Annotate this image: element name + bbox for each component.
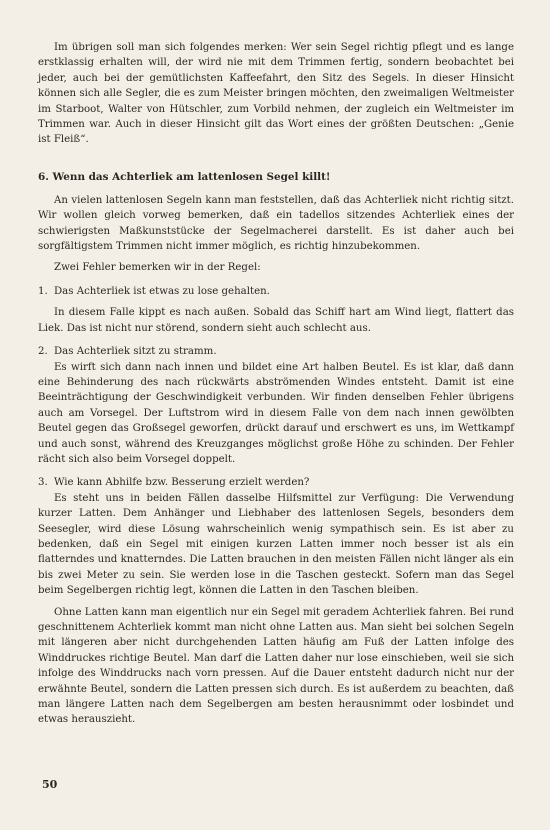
paragraph-4: Es wirft sich dann nach innen und bildet eine Art halben Beutel. Es ist klar, daß dann eine Behinderung des nach rückwärts abströmenden Windes entsteht. Damit ist eine Beeinträchtigung der Geschwindigkeit verbunden. Wir finden denselben Fehler übrigens auch am Vorsegel. Der Luftstrom wird in diesem Falle von dem nach innen gewölbten Beutel gegen das Großsegel geworfen, drückt darauf und erschwert es uns, im Wettkampf und auch sonst, während des Kreuzganges möglichst große Höhe zu schinden. Der Fehler rächt sich also beim Vorsegel doppelt. xyxy=(38,361,514,465)
list-item-3-text: Wie kann Abhilfe bzw. Besserung erzielt werden? xyxy=(54,477,310,489)
list-item-1-text: Das Achterliek ist etwas zu lose gehalten. xyxy=(54,285,270,297)
paragraph-2: Zwei Fehler bemerken wir in der Regel: xyxy=(54,262,261,274)
list-item-1-number: 1. xyxy=(38,285,48,297)
list-item-2 xyxy=(38,344,514,359)
intro-paragraph: Im übrigen soll man sich folgendes merken: Wer sein Segel richtig pflegt und es lange erstklassig erhalten will, der wird nie mit dem Trimmen fertig, sondern beobachtet bei jeder, auch bei der gemütlichsten Kaffeefahrt, den Sitz des Segels. In dieser Hinsicht können sich alle Segler, die es zum Meister bringen möchten, den zweimaligen Weltmeister im Starboot, Walter von Hütschler, zum Vorbild nehmen, der zugleich ein Weltmeister im Trimmen war. Auch in dieser Hinsicht gilt das Wort eines der größten Deutschen: „Genie ist Fleiß“. xyxy=(38,42,514,146)
list-item-2-text: Das Achterliek sitzt zu stramm. xyxy=(54,346,217,358)
paragraph-3: In diesem Falle kippt es nach außen. Sobald das Schiff hart am Wind liegt, flattert das Liek. Das ist nicht nur störend, sondern sieht auch schlecht aus. xyxy=(38,307,514,334)
list-item-3 xyxy=(38,475,514,490)
paragraph-5: Es steht uns in beiden Fällen dasselbe Hilfsmittel zur Verfügung: Die Verwendung kurzer Latten. Dem Anhänger und Liebhaber des lattenlosen Segels, besonders dem Seesegler, wird diese Lösung wahrscheinlich wenig sympathisch sein. Es ist aber zu bedenken, daß ein Segel mit einigen kurzen Latten immer noch besser ist als ein flatterndes und knatterndes. Die Latten brauchen in den meisten Fällen nicht länger als ein bis zwei Meter zu sein. Sie werden lose in die Taschen gesteckt. Sofern man das Segel beim Segelbergen richtig legt, können die Latten in den Taschen bleiben. xyxy=(38,492,514,597)
paragraph-6: Ohne Latten kann man eigentlich nur ein Segel mit geradem Achterliek fahren. Bei rund geschnittenem Achterliek kommt man nicht ohne Latten aus. Man sieht bei solchen Segeln mit längeren aber nicht durchgehenden Latten häufig am Fuß der Latten infolge des Winddruckes richtige Beutel. Man darf die Latten daher nur lose einschieben, weil sie sich infolge des Winddrucks nach vorn pressen. Auf die Dauer entsteht dadurch nicht nur der erwähnte Beutel, sondern die Latten pressen sich durch. Es ist außerdem zu beachten, daß man längere Latten nach dem Segelbergen am besten herausnimmt oder losbindet und etwas herauszieht. xyxy=(38,606,514,726)
list-item-2-number: 2. xyxy=(38,346,48,358)
list-item-1 xyxy=(38,284,514,299)
paragraph-1: An vielen lattenlosen Segeln kann man feststellen, daß das Achterliek nicht richtig sitzt. Wir wollen gleich vorweg bemerken, daß ein tadellos sitzendes Achterliek eines der schwierigsten Maßkunststücke der Segelmacherei darstellt. Es ist daher auch bei sorgfältigstem Trimmen nicht immer möglich, es richtig hinzubekommen. xyxy=(38,194,514,253)
page-number: 50 xyxy=(42,778,58,791)
section-heading: 6. Wenn das Achterliek am lattenlosen Segel killt! xyxy=(38,170,331,183)
list-item-3-number: 3. xyxy=(38,477,48,489)
